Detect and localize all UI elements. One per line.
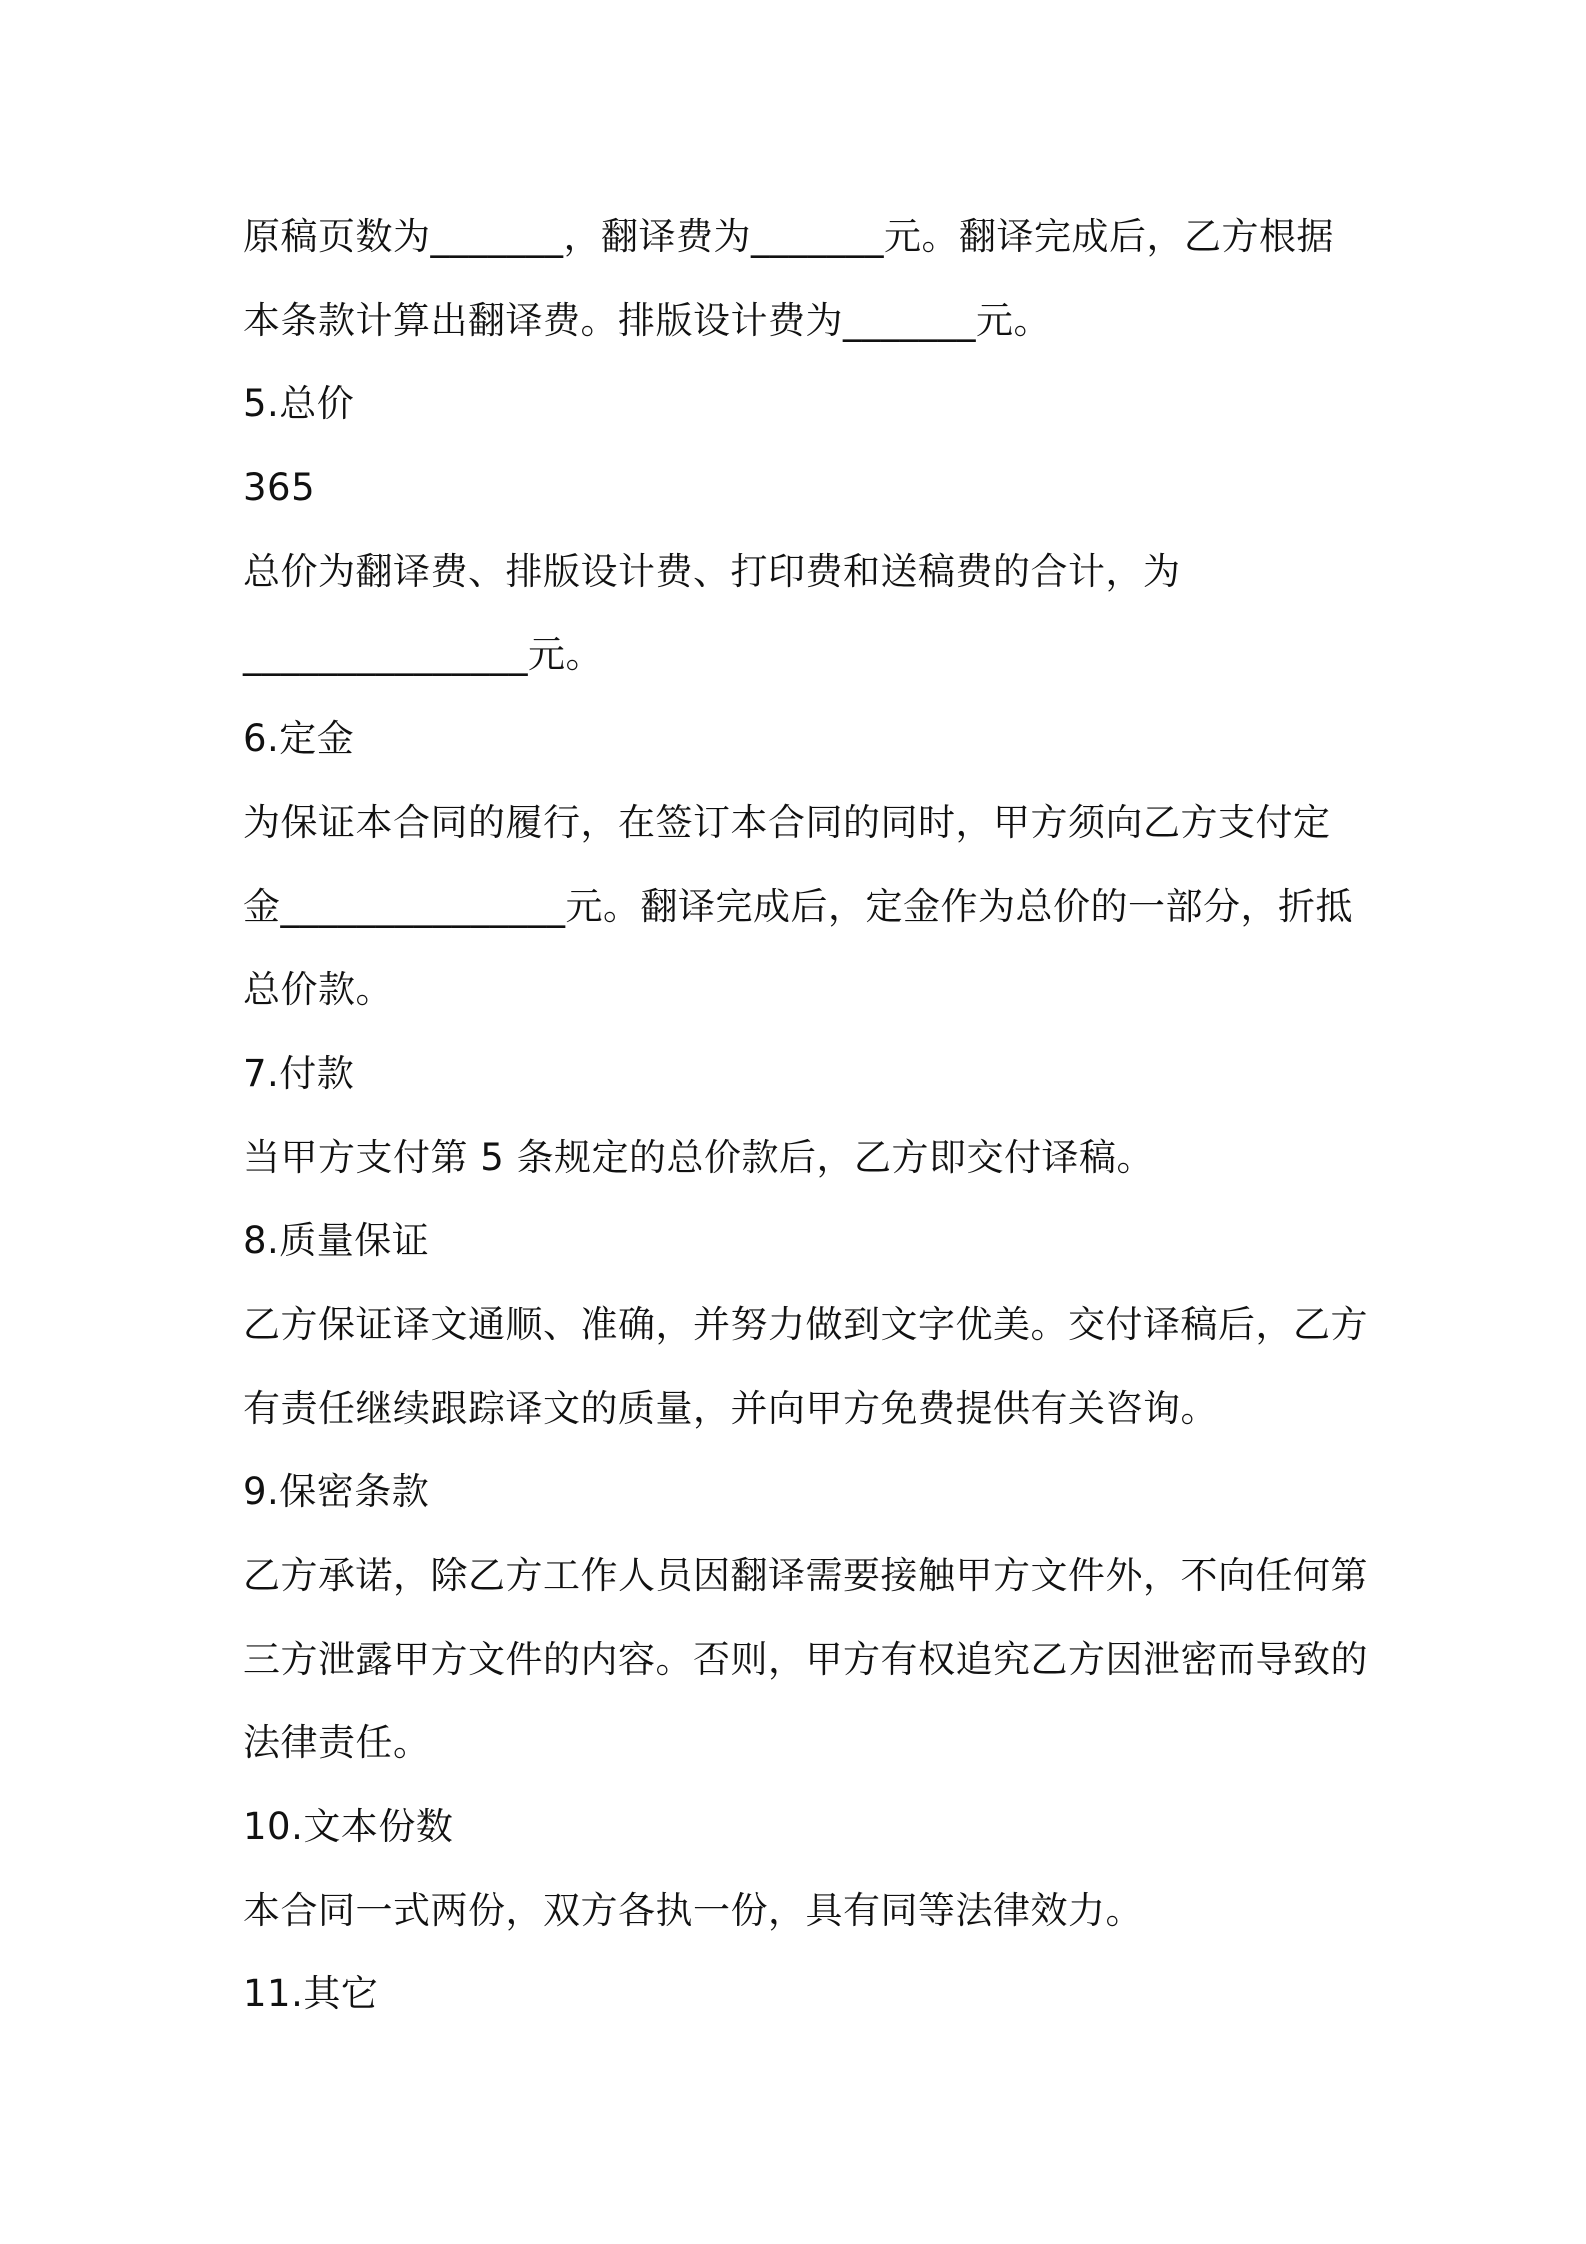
section-heading-copies: 10.文本份数 [243, 1805, 454, 1849]
section-heading-other: 11.其它 [243, 1972, 379, 2016]
paragraph-line: 金_______________元。翻译完成后，定金作为总价的一部分，折抵 [243, 884, 1353, 928]
paragraph-line: 本条款计算出翻译费。排版设计费为_______元。 [243, 298, 1051, 342]
document-page [243, 195, 1368, 2036]
paragraph-line: 三方泄露甲方文件的内容。否则，甲方有权追究乙方因泄密而导致的 [243, 1637, 1368, 1681]
paragraph-line: 乙方保证译文通顺、准确，并努力做到文字优美。交付译稿后，乙方 [243, 1302, 1368, 1346]
paragraph-line: 原稿页数为_______，翻译费为_______元。翻译完成后，乙方根据 [243, 215, 1334, 258]
paragraph-line: 乙方承诺，除乙方工作人员因翻译需要接触甲方文件外，不向任何第 [243, 1554, 1368, 1597]
section-heading-total-price: 5.总价 [243, 382, 355, 426]
paragraph-line: 本合同一式两份，双方各执一份，具有同等法律效力。 [243, 1888, 1143, 1932]
section-heading-deposit: 6.定金 [243, 717, 355, 761]
paragraph-line: 总价为翻译费、排版设计费、打印费和送稿费的合计，为 [243, 549, 1181, 593]
paragraph-line: 法律责任。 [243, 1721, 431, 1765]
section-heading-confidentiality: 9.保密条款 [243, 1470, 430, 1514]
paragraph-line: 当甲方支付第 5 条规定的总价款后，乙方即交付译稿。 [243, 1135, 1155, 1179]
paragraph-line: 365 [243, 466, 316, 510]
paragraph-line: _______________元。 [243, 633, 603, 677]
section-heading-payment: 7.付款 [243, 1051, 355, 1095]
paragraph-line: 为保证本合同的履行，在签订本合同的同时，甲方须向乙方支付定 [243, 800, 1331, 844]
paragraph-line: 总价款。 [243, 968, 393, 1012]
section-heading-quality: 8.质量保证 [243, 1219, 430, 1263]
paragraph-line: 有责任继续跟踪译文的质量，并向甲方免费提供有关咨询。 [243, 1386, 1218, 1430]
